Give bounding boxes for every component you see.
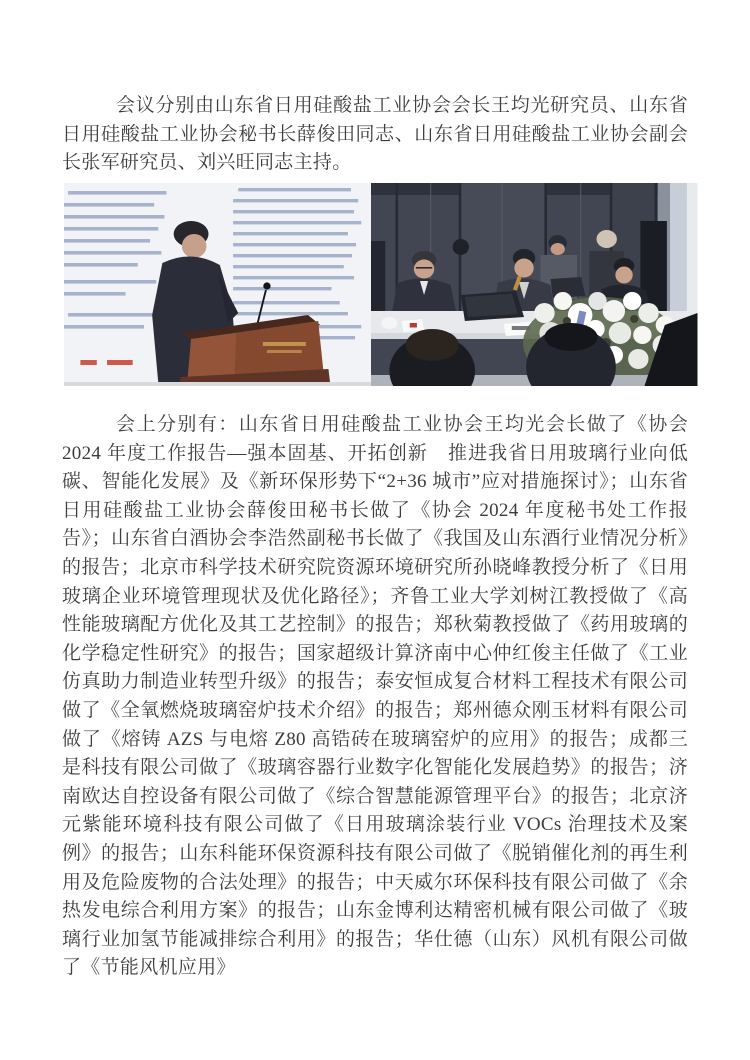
conference-photo-illustration [371, 183, 698, 386]
photo-row [64, 183, 698, 386]
paragraph-conference-reports: 会上分别有：山东省日用硅酸盐工业协会王均光会长做了《协会 2024 年度工作报告—强本固基、开拓创新 推进我省日用玻璃行业向低碳、智能化发展》及《新环保形势下“2+36 城市”应对措施探讨》；山东省日用硅酸盐工业协会薛俊田秘书长做了《协会 2024 年度秘书处工作报告》；山东省白酒协会李浩然副秘书长做了《我国及山东酒行业情况分析》的报告；北京市科学技术研究院资源环境研究所孙晓峰教授分析了《日用玻璃企业环境管理现状及优化路径》；齐鲁工业大学刘树江教授做了《高性能玻璃配方优化及其工艺控制》的报告；郑秋菊教授做了《药用玻璃的化学稳定性研究》的报告；国家超级计算济南中心仲红俊主任做了《工业仿真助力制造业转型升级》的报告；泰安恒成复合材料工程技术有限公司做了《全氧燃烧玻璃窑炉技术介绍》的报告；郑州德众刚玉材料有限公司做了《熔铸 AZS 与电熔 Z80 高锆砖在玻璃窑炉的应用》的报告；成都三是科技有限公司做了《玻璃容器行业数字化智能化发展趋势》的报告；济南欧达自控设备有限公司做了《综合智慧能源管理平台》的报告；北京济元紫能环境科技有限公司做了《日用玻璃涂装行业 VOCs 治理技术及案例》的报告；山东科能环保资源科技有限公司做了《脱销催化剂的再生利用及危险废物的合法处理》的报告；中天威尔环保科技有限公司做了《余热发电综合利用方案》的报告；山东金博利达精密机械有限公司做了《玻璃行业加氢节能减排综合利用》的报告；华仕德（山东）风机有限公司做了《节能风机应用》 [62, 414, 688, 979]
paragraph-meeting-hosts: 会议分别由山东省日用硅酸盐工业协会会长王均光研究员、山东省日用硅酸盐工业协会秘书长薛俊田同志、山东省日用硅酸盐工业协会副会长张军研究员、刘兴旺同志主持。 [62, 95, 688, 174]
teapot [382, 317, 398, 329]
speaker-face [182, 234, 207, 258]
speaker-photo-illustration [64, 183, 371, 386]
speaker-at-podium-photo [64, 183, 371, 386]
conference-attendees-photo [371, 183, 698, 386]
